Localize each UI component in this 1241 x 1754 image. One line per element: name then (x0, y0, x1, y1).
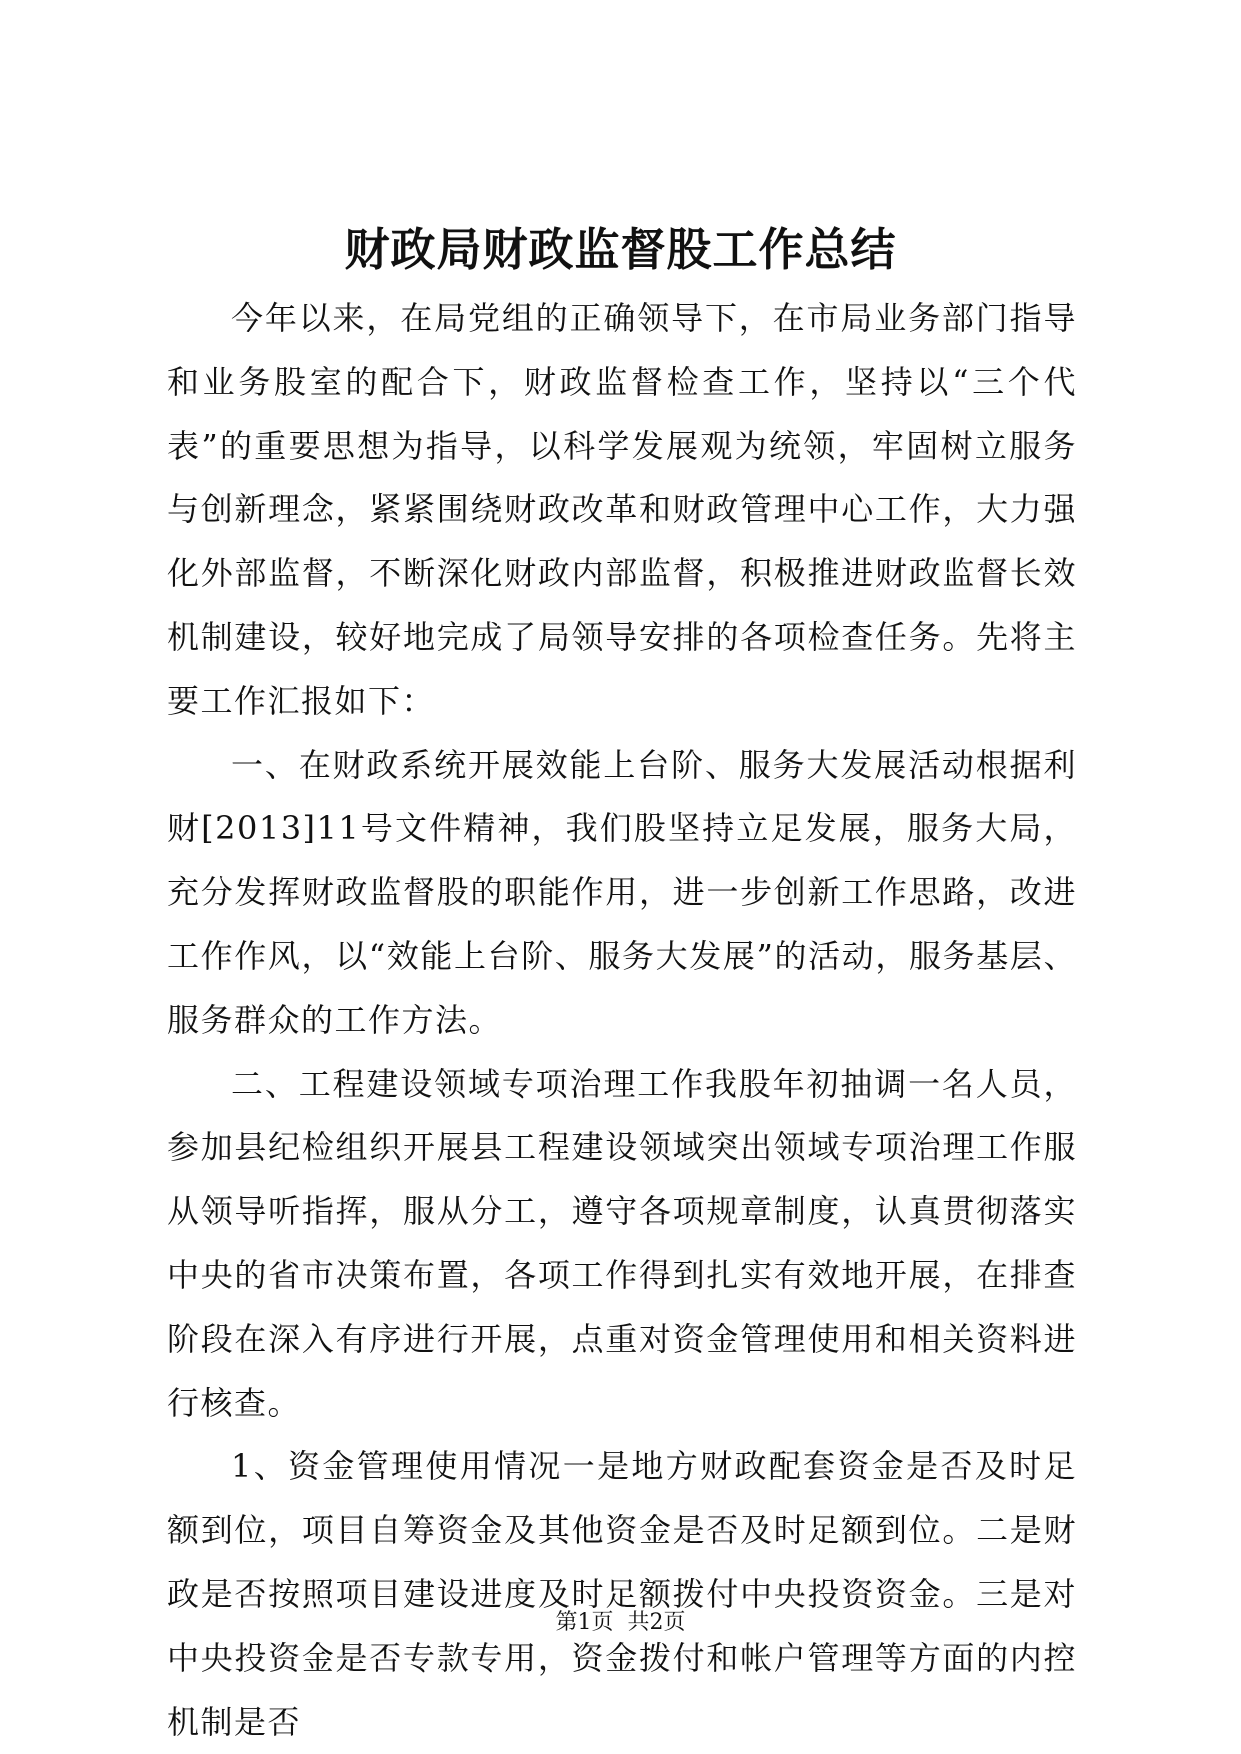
paragraph-subsection-1: 1、资金管理使用情况一是地方财政配套资金是否及时足额到位，项目自筹资金及其他资金是否及时足额到位。二是财政是否按照项目建设进度及时足额拨付中央投资资金。三是对中央投资金是否专款专用，资金拨付和帐户管理等方面的内控机制是否 (167, 1447, 1077, 1741)
paragraph-section-1: 一、在财政系统开展效能上台阶、服务大发展活动根据利财[2013]11号文件精神，我们股坚持立足发展，服务大局，充分发挥财政监督股的职能作用，进一步创新工作思路，改进工作作风，以“效能上台阶、服务大发展”的活动，服务基层、服务群众的工作方法。 (167, 745, 1077, 1039)
document-title: 财政局财政监督股工作总结 (344, 223, 897, 276)
paragraph-section-2: 二、工程建设领域专项治理工作我股年初抽调一名人员，参加县纪检组织开展县工程建设领域突出领域专项治理工作服从领导听指挥，服从分工，遵守各项规章制度，认真贯彻落实中央的省市决策布置，各项工作得到扎实有效地开展，在排查阶段在深入有序进行开展，点重对资金管理使用和相关资料进行核查。 (167, 1064, 1077, 1422)
page-footer (0, 1608, 1241, 1638)
paragraph-intro: 今年以来，在局党组的正确领导下，在市局业务部门指导和业务股室的配合下，财政监督检查工作，坚持以“三个代表”的重要思想为指导，以科学发展观为统领，牢固树立服务与创新理念，紧紧围绕财政改革和财政管理中心工作，大力强化外部监督，不断深化财政内部监督，积极推进财政监督长效机制建设，较好地完成了局领导安排的各项检查任务。先将主要工作汇报如下： (167, 299, 1077, 720)
document-body (167, 287, 1077, 1754)
page-number: 第1页 共2页 (555, 1610, 686, 1635)
